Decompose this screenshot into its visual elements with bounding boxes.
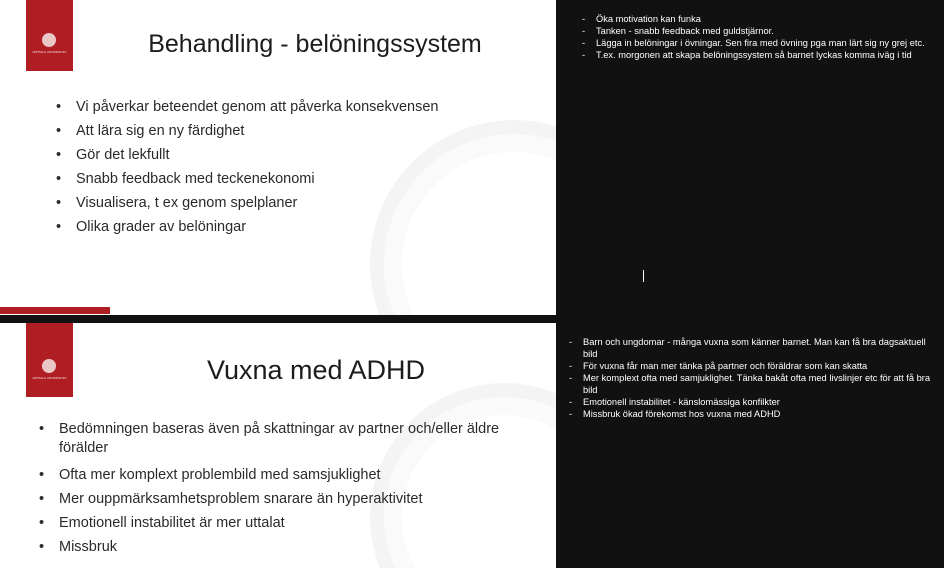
bullet-item: • Bedömningen baseras även på skattningar av partner och/eller äldre förälder [39, 420, 539, 463]
note-item: - Mer komplext ofta med samjuklighet. Tänka bakåt ofta med livslinjer etc för att få bra bild [569, 372, 931, 396]
slide-thumbnail-1[interactable] [0, 0, 556, 315]
speaker-notes-1[interactable] [582, 13, 934, 61]
speaker-notes-2[interactable] [569, 336, 931, 420]
note-item: - Tanken - snabb feedback med guldstjärnor. [582, 25, 934, 37]
bullet-item: • Visualisera, t ex genom spelplaner [56, 191, 536, 215]
bullet-item: • Gör det lekfullt [56, 143, 536, 167]
bullet-item: • Snabb feedback med teckenekonomi [56, 167, 536, 191]
bullet-item: • Att lära sig en ny färdighet [56, 119, 536, 143]
bullet-item: • Mer ouppmärksamhetsproblem snarare än hyperaktivitet [39, 487, 539, 511]
bullet-item: • Ofta mer komplext problembild med samsjuklighet [39, 463, 539, 487]
slide-bullet-list [56, 95, 536, 239]
note-item: - T.ex. morgonen att skapa belöningssystem så barnet lyckas komma iväg i tid [582, 49, 934, 61]
slide-progress-bar [0, 307, 110, 314]
bullet-item: • Emotionell instabilitet är mer uttalat [39, 511, 539, 535]
note-item: - Missbruk ökad förekomst hos vuxna med ADHD [569, 408, 931, 420]
note-item: - Emotionell instabilitet - känslomässiga konfilkter [569, 396, 931, 408]
note-item: - För vuxna får man mer tänka på partner och föräldrar som kan skatta [569, 360, 931, 372]
bullet-item: • Missbruk [39, 535, 539, 559]
note-item: - Öka motivation kan funka [582, 13, 934, 25]
note-item: - Barn och ungdomar - många vuxna som känner barnet. Man kan få bra dagsaktuell bild [569, 336, 931, 360]
slide-thumbnail-2[interactable] [0, 323, 556, 568]
slide-title: Vuxna med ADHD [206, 355, 426, 385]
logo-text: UPPSALA UNIVERSITET [32, 376, 67, 380]
slide-title: Behandling - belöningssystem [148, 30, 482, 58]
logo-text: UPPSALA UNIVERSITET [32, 50, 67, 54]
text-cursor [643, 270, 644, 282]
note-item: - Lägga in belöningar i övningar. Sen fira med övning pga man lärt sig ny grej etc. [582, 37, 934, 49]
bullet-item: • Vi påverkar beteendet genom att påverka konsekvensen [56, 95, 536, 119]
bullet-item: • Olika grader av belöningar [56, 215, 536, 239]
slide-bullet-list [39, 420, 539, 559]
